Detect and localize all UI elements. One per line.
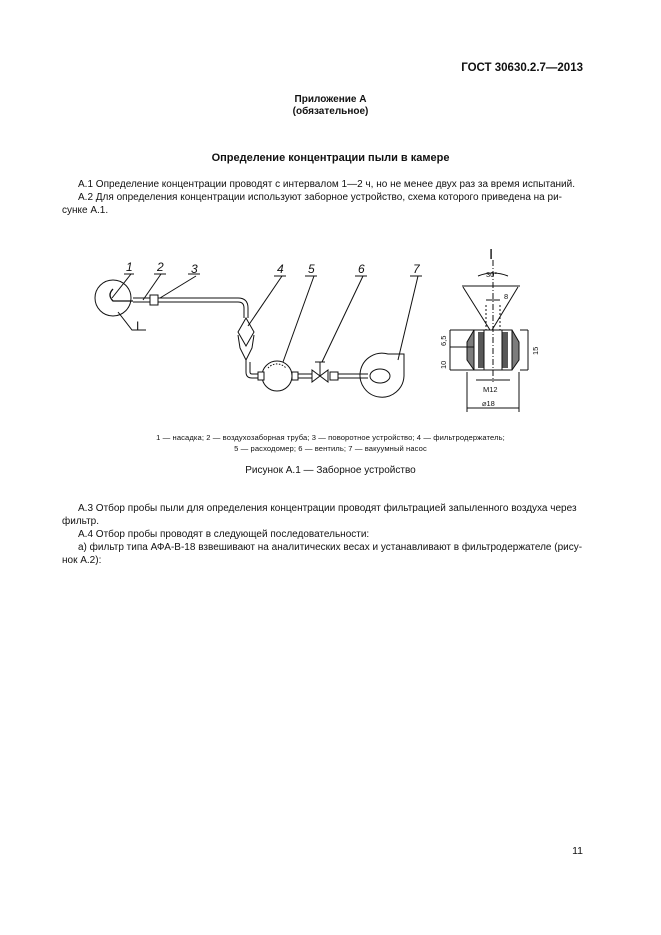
intake-tube-bend [158,298,248,318]
paragraph-a2 [78,191,584,204]
paragraph-a4-text: А.4 Отбор пробы проводят в следующей последовательности: [78,529,370,540]
paragraph-a3-line1: А.3 Отбор пробы пыли для определения концентрации проводят фильтрацией запыленного воздуха через [78,503,577,514]
dim-m12-label: M12 [483,385,498,394]
filter-holder-lower [238,335,254,360]
leader-1 [112,274,131,298]
intake-tube [133,298,150,302]
paragraph-a4a-line1: а) фильтр типа АФА-В-18 взвешивают на аналитических весах и устанавливают в фильтродержателе (рису- [78,542,583,553]
rotary-joint [150,295,158,305]
cone-outline [463,287,518,330]
view-title: I [489,246,494,263]
flowmeter [262,361,292,391]
figure-labels [126,260,421,276]
paragraph-a1 [78,178,584,191]
figure-legend-line2: 5 — расходомер; 6 — вентиль; 7 — вакуумный насос [234,444,427,453]
leader-3 [160,276,196,298]
paragraph-a4a [78,541,584,554]
paragraph-a2-cont [62,204,568,217]
view-mark: I [136,319,140,333]
paragraph-a2-line2: сунке А.1. [62,205,109,216]
paragraph-a3 [78,502,584,515]
paragraph-a3-line2: фильтр. [62,516,99,527]
label-6: 6 [358,262,365,276]
paragraph-a4 [78,528,584,541]
paragraph-a4a-cont [62,554,568,567]
leader-6 [322,276,363,362]
document-code: ГОСТ 30630.2.7—2013 [461,62,583,74]
paragraph-a3-cont [62,515,568,528]
leader-5 [283,276,314,362]
figure-legend-line1: 1 — насадка; 2 — воздухозаборная труба; 3 — поворотное устройство; 4 — фильтродержатель; [156,433,505,442]
label-5: 5 [308,262,315,276]
filter-holder-upper [238,318,254,346]
vacuum-pump [360,353,404,397]
dim-6-5: 6,5 [439,335,448,346]
figure-caption: Рисунок А.1 — Заборное устройство [245,465,416,476]
dim-18-label: ⌀18 [482,399,495,408]
page-number: 11 [572,845,583,857]
label-2: 2 [157,260,164,274]
view-marker-leader [118,312,146,330]
intake-device-figure [0,240,661,430]
dim-angle: 30° [486,270,498,279]
dim-8: 8 [504,292,509,301]
pump-inlet [370,369,390,383]
paragraph-a4a-line2: нок А.2): [62,555,102,566]
paragraph-a2-line1: А.2 Для определения концентрации используют заборное устройство, схема которого приведена на ри- [78,192,562,203]
paragraph-a1-text: А.1 Определение концентрации проводят с интервалом 1—2 ч, но не менее двух раз за время испытаний. [78,179,575,190]
appendix-title: Приложение А [294,94,367,105]
dim-10: 10 [439,360,448,369]
label-1: 1 [126,260,133,274]
dim-15: 15 [531,346,540,355]
nozzle-circle [95,280,131,316]
leader-4 [248,276,282,326]
leader-7 [398,276,418,360]
label-7: 7 [413,262,420,276]
section-title: Определение концентрации пыли в камере [211,152,450,164]
label-3: 3 [191,262,198,276]
label-4: 4 [277,262,284,276]
appendix-subtitle: (обязательное) [292,106,369,117]
